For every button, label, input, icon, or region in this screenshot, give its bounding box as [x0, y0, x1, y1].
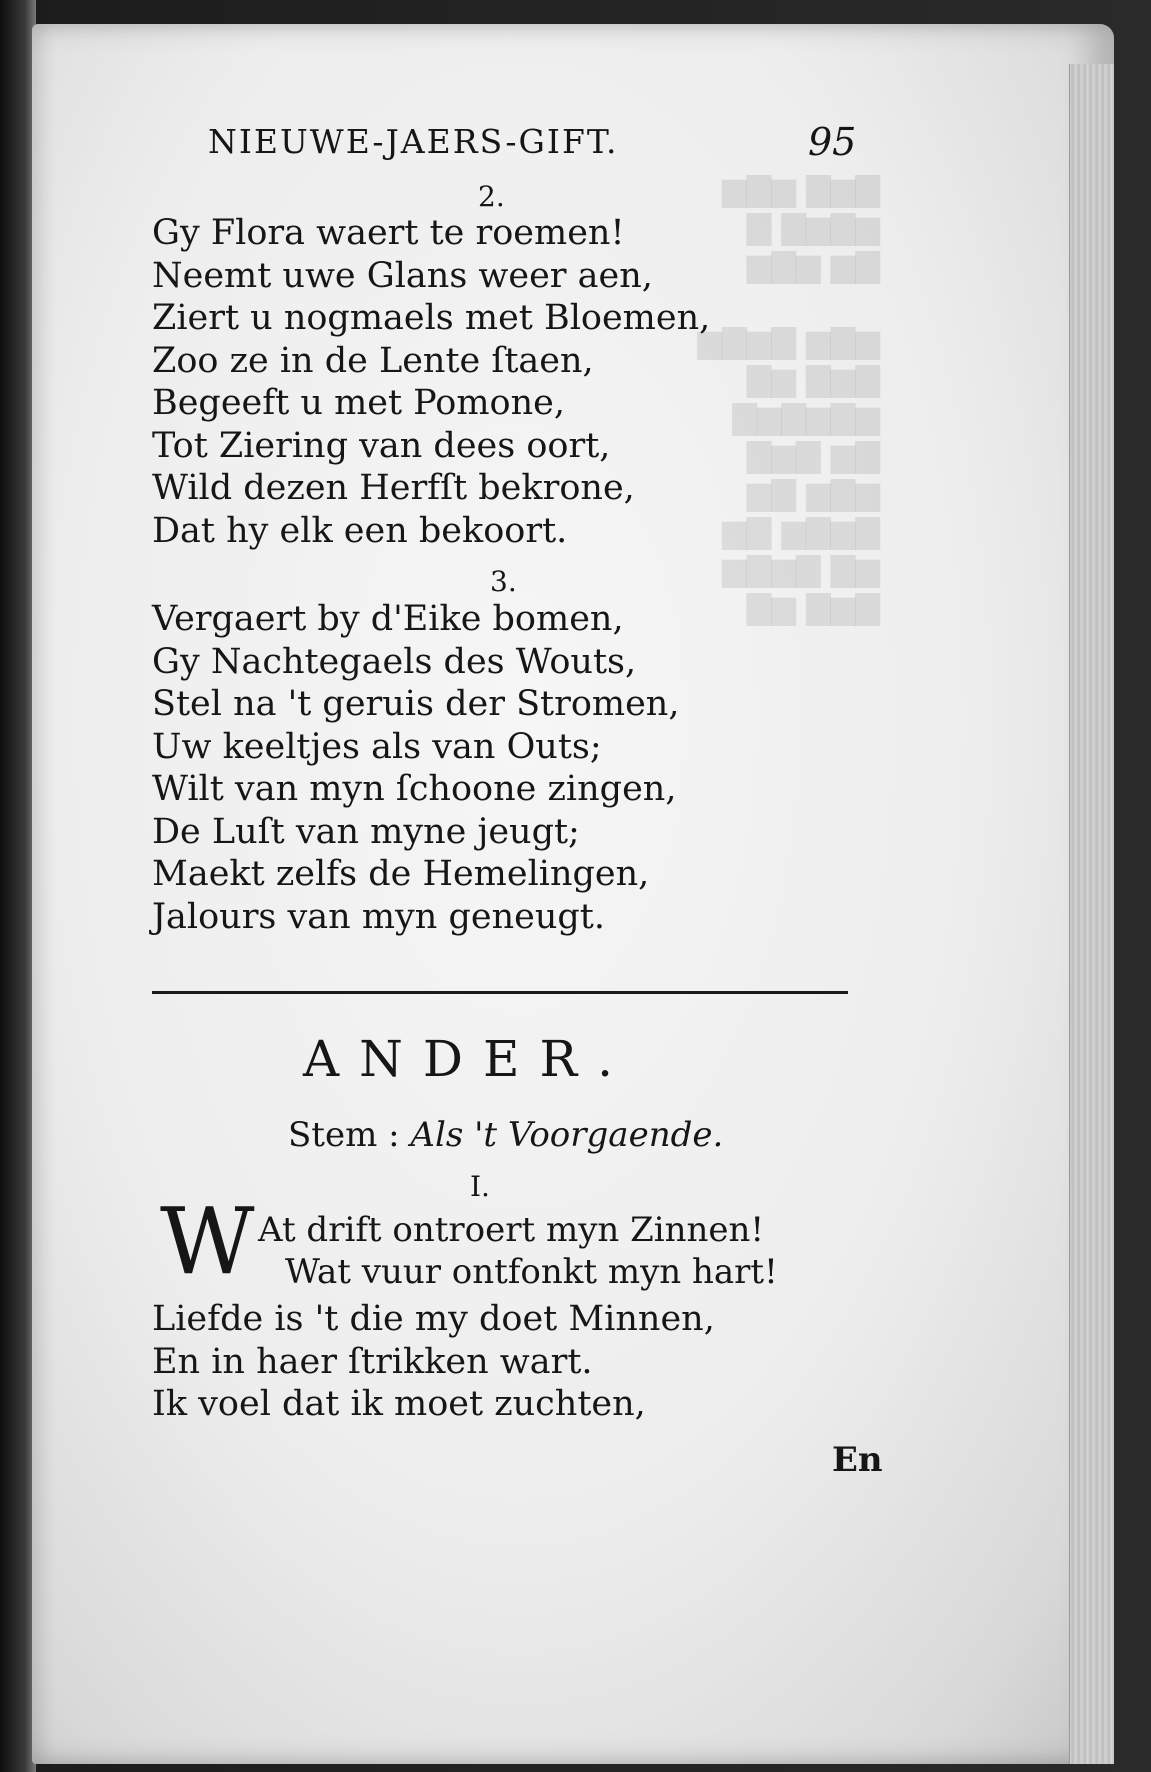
stanza-1 [152, 1298, 715, 1426]
verse-line: Neemt uwe Glans weer aen, [152, 255, 653, 296]
verse-line: At drift ontroert myn Zinnen! [258, 1210, 765, 1250]
verse-line: Zoo ze in de Lente ſtaen, [152, 340, 594, 381]
verse-line: De Luſt van myne jeugt; [152, 811, 580, 852]
verse-line: Tot Ziering van dees oort, [152, 425, 611, 466]
verse-line: Gy Flora waert te roemen! [152, 213, 625, 253]
stem-label: Stem : [288, 1115, 400, 1155]
page-stack-edge [1069, 64, 1114, 1764]
verse-line: Ziert u nogmaels met Bloemen, [152, 298, 711, 338]
show-through-bleed: ▇▆▇ ▆▇▆ ▆▇▆▇ ▇ ▇▆ ▆▇▆ ▆▇▆ ▇▆▇▆ ▇▆▇ ▆▇ ▆▇▆▇▆▇ ▇▆ ▇▆▇ ▆▇▆ ▇▆ ▇▆▇▆ ▇▆ ▆▇ ▇▆▇▆ ▇▆▇ ▆▇ [697, 170, 880, 626]
verse-line: Vergaert by d'Eike bomen, [152, 599, 624, 639]
verse-line: Wild dezen Herfſt bekrone, [152, 468, 635, 508]
stanza-number: 3. [490, 565, 517, 598]
verse-line: Begeeft u met Pomone, [152, 383, 566, 423]
catchword: En [832, 1440, 883, 1480]
verse-line: Maekt zelfs de Hemelingen, [152, 854, 650, 894]
stanza-number: 2. [478, 180, 505, 213]
stem-tune: Als 't Voorgaende. [410, 1115, 724, 1155]
verse-line: Liefde is 't die my doet Minnen, [152, 1299, 715, 1339]
running-title: NIEUWE-JAERS-GIFT. [208, 122, 619, 161]
verse-line: Dat hy elk een bekoort. [152, 510, 568, 551]
facing-page-edge [0, 0, 36, 1772]
verse-line: En in haer ſtrikken wart. [152, 1341, 593, 1382]
tune-indication [288, 1115, 723, 1155]
page-number: 95 [808, 120, 857, 164]
song-title: ANDER. [303, 1030, 633, 1088]
verse-line: Jalours van myn geneugt. [152, 896, 605, 937]
verse-line: Gy Nachtegaels des Wouts, [152, 641, 637, 682]
verse-line: Wilt van myn ſchoone zingen, [152, 769, 677, 809]
verse-line: Wat vuur ontfonkt myn hart! [285, 1252, 778, 1292]
stanza-3 [152, 598, 679, 938]
verse-line: Uw keeltjes als van Outs; [152, 726, 602, 767]
stanza-2 [152, 212, 710, 552]
drop-cap: W [160, 1188, 255, 1295]
verse-line: Stel na 't geruis der Stromen, [152, 684, 680, 724]
verse-line: Ik voel dat ik moet zuchten, [152, 1384, 646, 1424]
stanza-number: I. [470, 1170, 490, 1203]
section-divider [152, 991, 848, 994]
